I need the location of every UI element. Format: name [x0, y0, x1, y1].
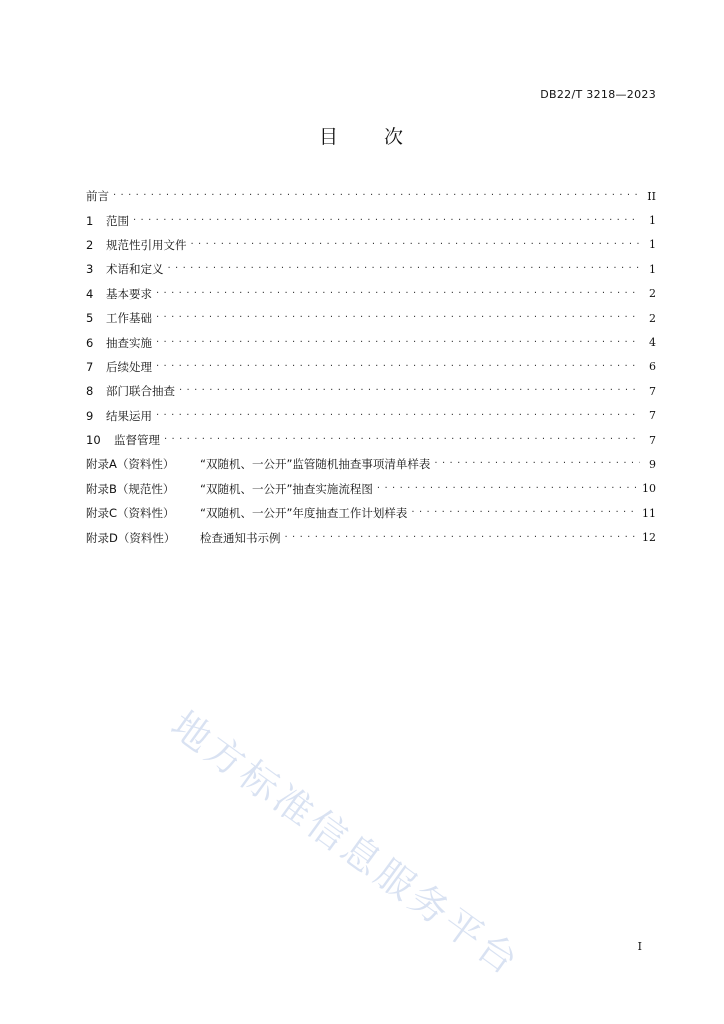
toc-entry-label: 结果运用 [106, 408, 152, 423]
toc-entry-5[interactable] [86, 306, 656, 330]
toc-entry-appendix-d[interactable] [86, 525, 656, 549]
toc-entry-label: 检查通知书示例 [200, 530, 281, 545]
page-number: I [637, 940, 642, 953]
toc-entry-label: “双随机、一公开”抽查实施流程图 [200, 481, 373, 496]
toc-entry-page: 1 [649, 238, 656, 252]
toc-entry-appendix-a[interactable] [86, 452, 656, 476]
toc-appendix-tag: 附录B（规范性） [86, 481, 175, 496]
toc-leader-dots [156, 337, 640, 349]
toc-entry-number: 6 [86, 335, 94, 350]
toc-entry-page: 11 [642, 506, 656, 520]
toc-leader-dots [133, 215, 640, 227]
toc-entry-label: 术语和定义 [106, 262, 164, 277]
toc-entry-3[interactable] [86, 257, 656, 281]
toc-leader-dots [179, 385, 640, 397]
toc-leader-dots [434, 458, 640, 470]
toc-leader-dots [191, 239, 641, 251]
toc-entry-page: 6 [649, 360, 656, 374]
toc-entry-label: 范围 [106, 213, 129, 228]
toc-appendix-tag: 附录A（资料性） [86, 457, 175, 472]
toc-entry-label: 部门联合抽查 [106, 384, 175, 399]
toc-entry-label: “双随机、一公开”年度抽查工作计划样表 [200, 506, 408, 521]
toc-entry-page: 10 [642, 482, 656, 496]
toc-entry-label: 监督管理 [114, 433, 160, 448]
toc-entry-4[interactable] [86, 282, 656, 306]
toc-appendix-tag: 附录D（资料性） [86, 530, 176, 545]
toc-appendix-tag: 附录C（资料性） [86, 506, 175, 521]
toc-entry-label: 工作基础 [106, 311, 152, 326]
toc-entry-page: II [647, 189, 656, 203]
toc-leader-dots [285, 532, 639, 544]
toc-entry-label: 抽查实施 [106, 335, 152, 350]
toc-entry-number: 9 [86, 408, 94, 423]
toc-entry-foreword[interactable] [86, 184, 656, 208]
toc-entry-page: 7 [649, 409, 656, 423]
toc-entry-6[interactable] [86, 330, 656, 354]
toc-entry-page: 2 [649, 311, 656, 325]
toc-leader-dots [377, 483, 638, 495]
toc-leader-dots [156, 288, 640, 300]
toc-entry-page: 4 [649, 336, 656, 350]
toc-entry-number: 7 [86, 359, 94, 374]
toc-entry-page: 7 [649, 433, 656, 447]
toc-entry-label: 基本要求 [106, 286, 152, 301]
toc-entry-number: 10 [86, 433, 101, 448]
toc-entry-2[interactable] [86, 233, 656, 257]
toc-entry-label: 前言 [86, 189, 109, 204]
toc-leader-dots [164, 434, 640, 446]
toc-entry-10[interactable] [86, 428, 656, 452]
toc-entry-page: 1 [649, 214, 656, 228]
toc-leader-dots [168, 263, 641, 275]
toc-entry-9[interactable] [86, 404, 656, 428]
toc-leader-dots [156, 312, 640, 324]
toc-title-part2: 次 [384, 126, 406, 148]
toc-entry-number: 3 [86, 262, 94, 277]
toc-entry-number: 8 [86, 384, 94, 399]
toc-entry-number: 2 [86, 237, 94, 252]
toc-title-part1: 目 [318, 126, 340, 148]
standard-code: DB22/T 3218—2023 [540, 88, 656, 101]
toc-leader-dots [113, 190, 640, 202]
toc-entry-label: “双随机、一公开”监管随机抽查事项清单样表 [200, 457, 431, 472]
toc-entry-appendix-b[interactable] [86, 477, 656, 501]
toc-entry-7[interactable] [86, 355, 656, 379]
toc-entry-label: 规范性引用文件 [106, 237, 187, 252]
toc-entry-appendix-c[interactable] [86, 501, 656, 525]
toc-entry-page: 1 [649, 262, 656, 276]
toc-entry-number: 4 [86, 286, 94, 301]
toc-leader-dots [156, 410, 640, 422]
toc-leader-dots [411, 507, 638, 519]
toc-leader-dots [156, 361, 640, 373]
toc-entry-number: 5 [86, 311, 94, 326]
toc-entry-label: 后续处理 [106, 359, 152, 374]
watermark: 地方标准信息服务平台 [163, 702, 529, 986]
toc-entry-8[interactable] [86, 379, 656, 403]
toc-entry-page: 7 [649, 384, 656, 398]
toc-entry-1[interactable] [86, 208, 656, 232]
table-of-contents [86, 184, 656, 550]
toc-entry-page: 2 [649, 287, 656, 301]
toc-entry-page: 9 [649, 457, 656, 471]
toc-title [0, 122, 724, 149]
toc-entry-number: 1 [86, 213, 94, 228]
toc-entry-page: 12 [642, 531, 656, 545]
